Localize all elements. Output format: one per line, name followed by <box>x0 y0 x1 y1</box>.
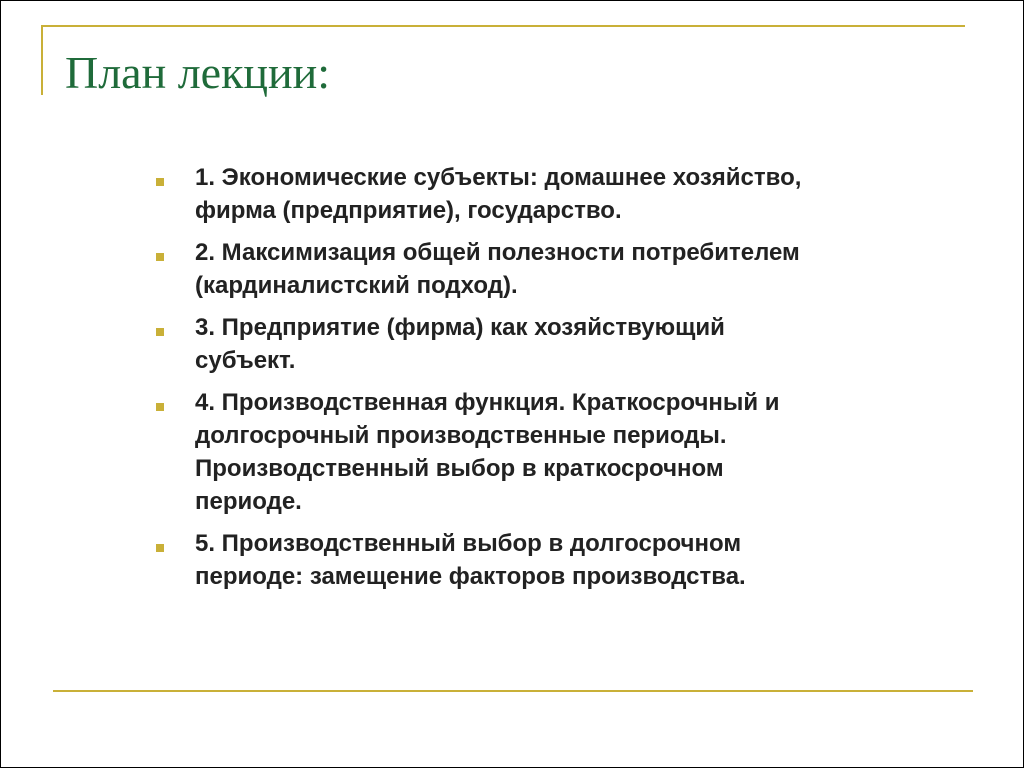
list-item-text: 2. Максимизация общей полезности потребителем (кардиналистский подход). <box>195 239 800 299</box>
list-item <box>153 386 933 518</box>
square-bullet-icon <box>156 178 164 186</box>
slide-title: План лекции: <box>65 47 331 98</box>
square-bullet-icon <box>156 328 164 336</box>
list-item-text: 5. Производственный выбор в долгосрочном периоде: замещение факторов производства. <box>195 530 746 590</box>
square-bullet-icon <box>156 253 164 261</box>
title-accent-rule-horizontal <box>41 25 965 27</box>
list-item <box>153 311 933 377</box>
list-item-text: 4. Производственная функция. Краткосрочный и долгосрочный производственные периоды. Производственный выбор в краткосрочном периоде. <box>195 389 780 515</box>
footer-accent-rule <box>53 690 973 692</box>
list-item-text: 3. Предприятие (фирма) как хозяйствующий субъект. <box>195 314 725 374</box>
list-item <box>153 161 933 227</box>
list-item-text: 1. Экономические субъекты: домашнее хозяйство, фирма (предприятие), государство. <box>195 164 802 224</box>
lecture-plan-list <box>153 161 933 602</box>
square-bullet-icon <box>156 403 164 411</box>
title-accent-rule-vertical <box>41 25 43 95</box>
square-bullet-icon <box>156 544 164 552</box>
list-item <box>153 527 933 593</box>
list-item <box>153 236 933 302</box>
